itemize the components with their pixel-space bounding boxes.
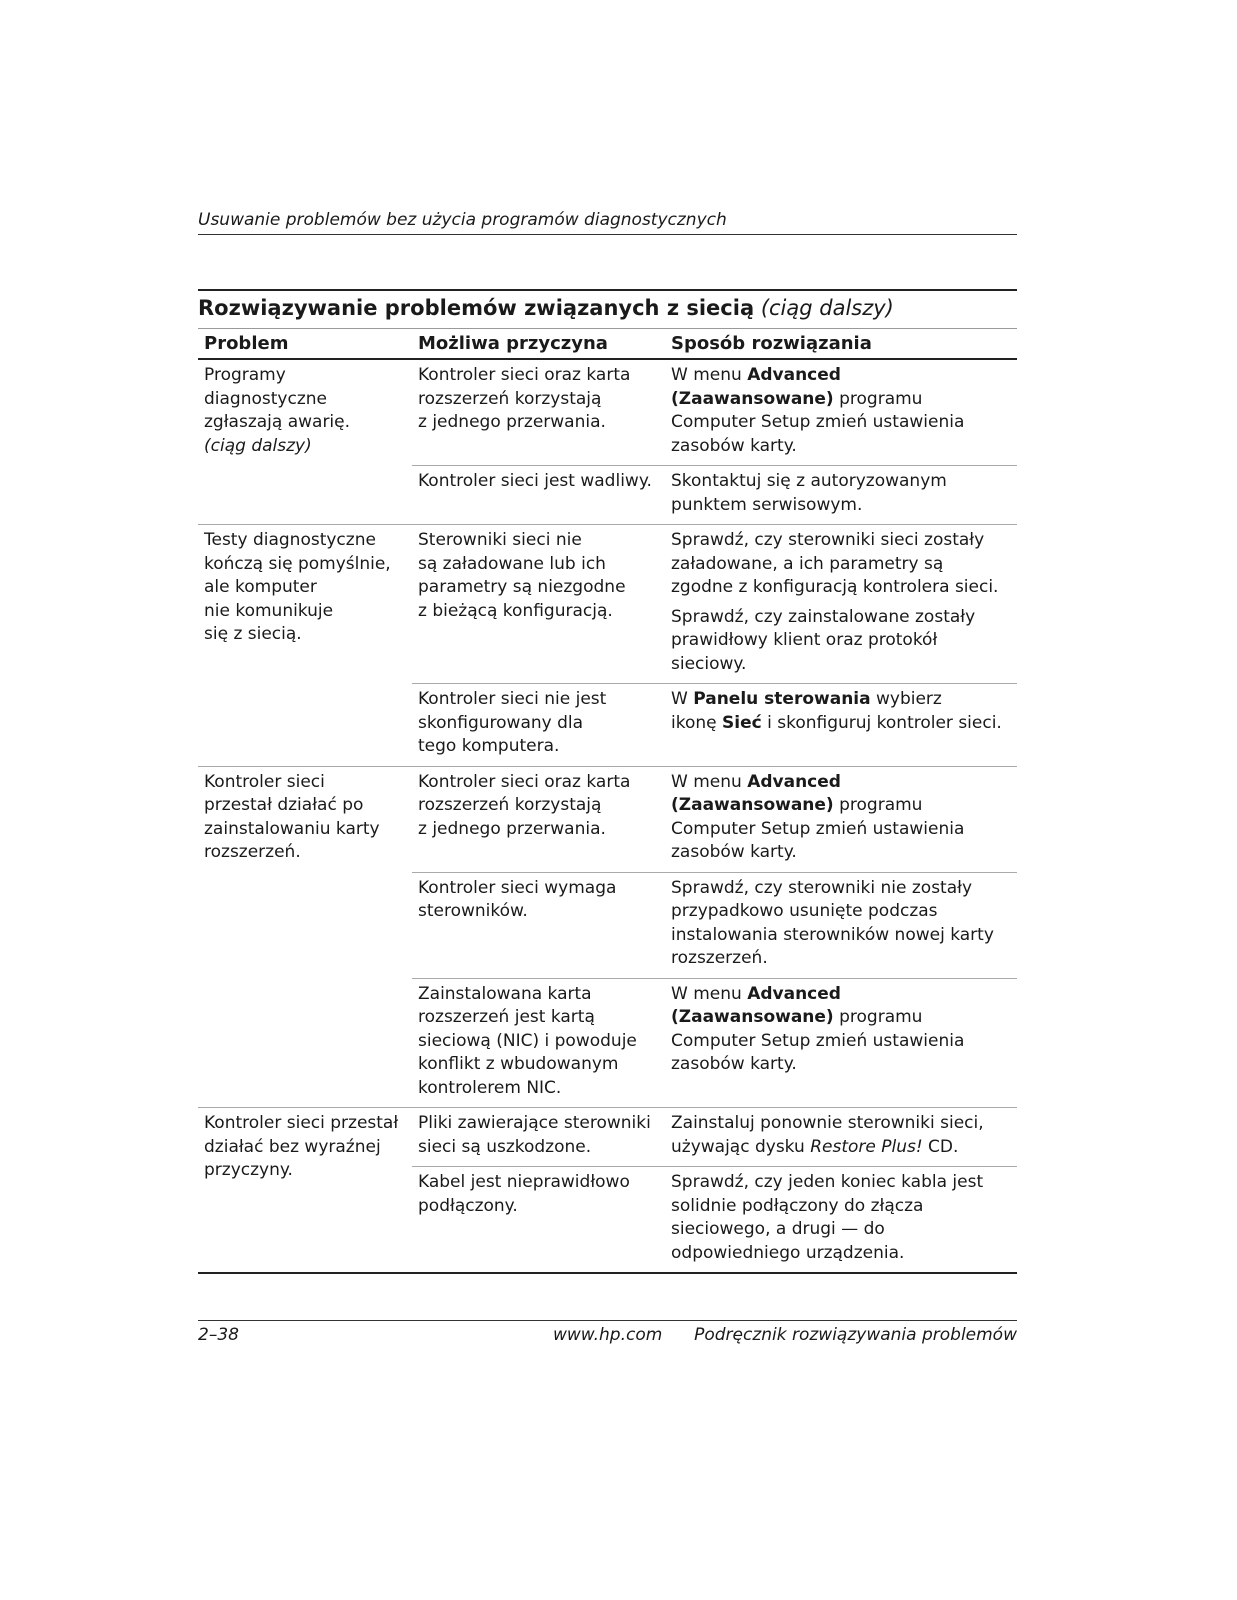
header-cause: Możliwa przyczyna xyxy=(412,329,665,359)
solution-cell: W menu Advanced (Zaawansowane) programu Computer Setup zmień ustawienia zasobów karty. xyxy=(665,978,1017,1108)
cause-cell: Pliki zawierające sterowniki sieci są uszkodzone. xyxy=(412,1108,665,1167)
solution-cell: Sprawdź, czy sterowniki nie zostały przypadkowo usunięte podczas instalowania sterowników nowej karty rozszerzeń. xyxy=(665,872,1017,978)
solution-cell: Sprawdź, czy jeden koniec kabla jest solidnie podłączony do złącza sieciowego, a drugi — do odpowiedniego urządzenia. xyxy=(665,1167,1017,1274)
footer-rule xyxy=(198,1320,1017,1321)
header-problem: Problem xyxy=(198,329,412,359)
table-row xyxy=(198,525,1017,684)
footer-manual-title: Podręcznik rozwiązywania problemów xyxy=(694,1325,1017,1345)
cause-cell: Kontroler sieci jest wadliwy. xyxy=(412,466,665,525)
solution-cell: Sprawdź, czy sterowniki sieci zostały załadowane, a ich parametry są zgodne z konfiguracją kontrolera sieci. Sprawdź, czy zainstalowane zostały prawidłowy klient oraz protokół sieciowy. xyxy=(665,525,1017,684)
table-row xyxy=(198,359,1017,466)
running-header: Usuwanie problemów bez użycia programów diagnostycznych xyxy=(198,210,727,230)
table-top-rule xyxy=(198,289,1017,291)
problem-cell: Testy diagnostyczne kończą się pomyślnie, ale komputer nie komunikuje się z siecią. xyxy=(198,525,412,767)
cause-cell: Kontroler sieci oraz karta rozszerzeń korzystają z jednego przerwania. xyxy=(418,365,631,432)
header-rule xyxy=(198,234,1017,235)
table-title-bold: Rozwiązywanie problemów związanych z siecią xyxy=(198,296,755,320)
table-title-italic: (ciąg dalszy) xyxy=(760,296,894,320)
problem-cell: Programy diagnostyczne zgłaszają awarię. (ciąg dalszy) xyxy=(204,365,351,456)
table-header-row xyxy=(198,329,1017,359)
footer-url: www.hp.com xyxy=(553,1325,663,1345)
solution-cell: W menu Advanced (Zaawansowane) programu Computer Setup zmień ustawienia zasobów karty. xyxy=(671,365,965,456)
cause-cell: Sterowniki sieci nie są załadowane lub ich parametry są niezgodne z bieżącą konfiguracją. xyxy=(412,525,665,684)
footer-page-number: 2–38 xyxy=(198,1325,239,1345)
table-title xyxy=(198,294,1017,322)
troubleshooting-table xyxy=(198,329,1017,1274)
solution-cell: Zainstaluj ponownie sterowniki sieci, używając dysku Restore Plus! CD. xyxy=(665,1108,1017,1167)
problem-cell: Kontroler sieci przestał działać bez wyraźnej przyczyny. xyxy=(198,1108,412,1274)
solution-cell: Skontaktuj się z autoryzowanym punktem serwisowym. xyxy=(665,466,1017,525)
problem-cell: Kontroler sieci przestał działać po zainstalowaniu karty rozszerzeń. xyxy=(198,766,412,1108)
table-row xyxy=(198,1108,1017,1167)
cause-cell: Kontroler sieci nie jest skonfigurowany dla tego komputera. xyxy=(412,684,665,767)
solution-cell: W menu Advanced (Zaawansowane) programu Computer Setup zmień ustawienia zasobów karty. xyxy=(665,766,1017,872)
header-solution: Sposób rozwiązania xyxy=(665,329,1017,359)
solution-cell: W Panelu sterowania wybierz ikonę Sieć i skonfiguruj kontroler sieci. xyxy=(665,684,1017,767)
cause-cell: Kontroler sieci wymaga sterowników. xyxy=(412,872,665,978)
cause-cell: Kabel jest nieprawidłowo podłączony. xyxy=(412,1167,665,1274)
cause-cell: Zainstalowana karta rozszerzeń jest kartą sieciową (NIC) i powoduje konflikt z wbudowanym kontrolerem NIC. xyxy=(412,978,665,1108)
cause-cell: Kontroler sieci oraz karta rozszerzeń korzystają z jednego przerwania. xyxy=(412,766,665,872)
table-row xyxy=(198,766,1017,872)
